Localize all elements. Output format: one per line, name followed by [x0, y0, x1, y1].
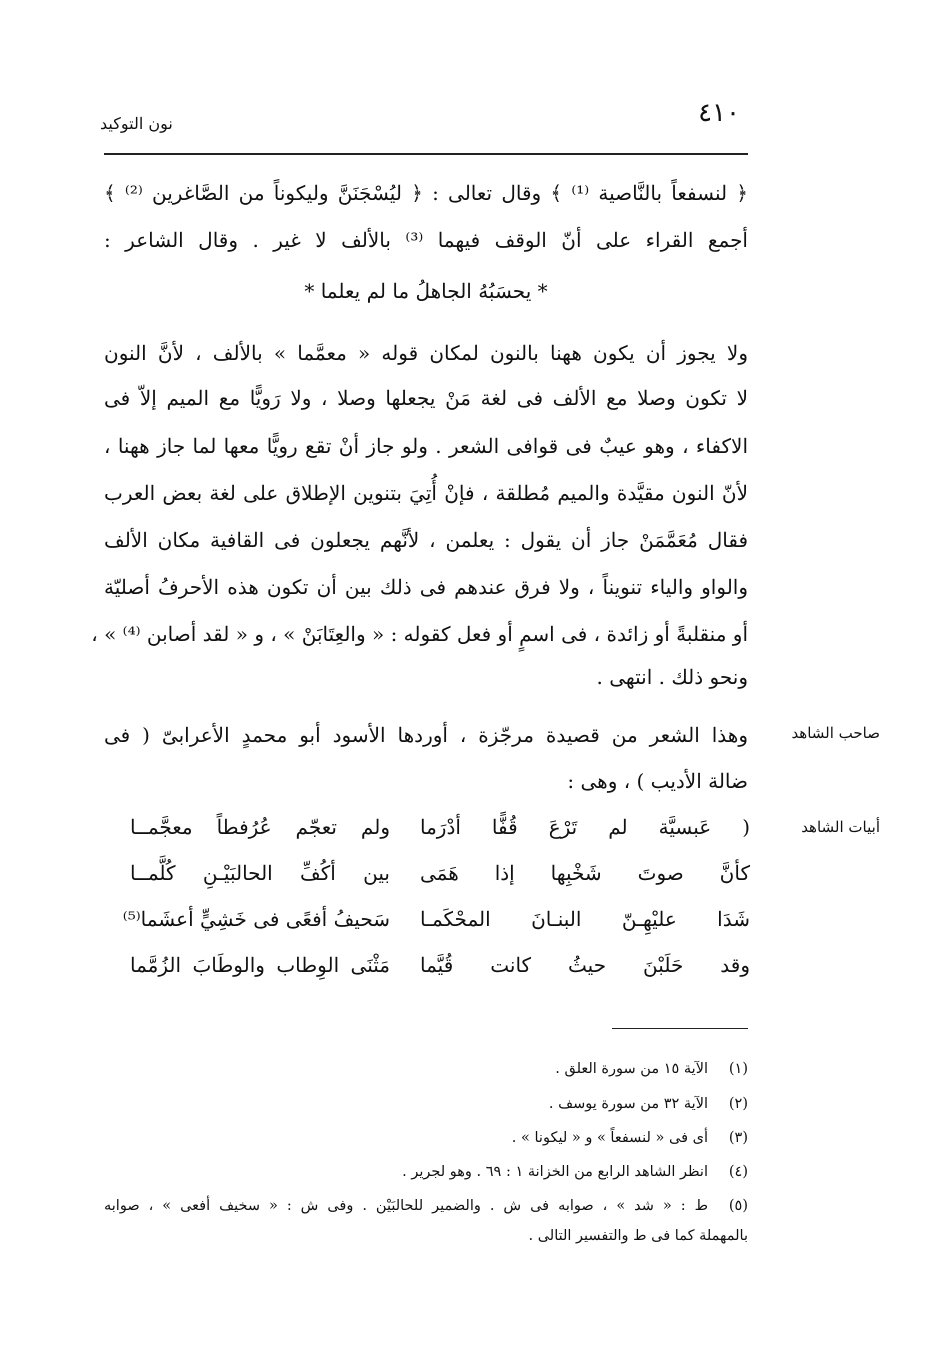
margin-note-author: صاحب الشاهد — [791, 724, 880, 742]
page-number: ٤١٠ — [698, 98, 740, 128]
verse-hemistich-left: مَثْنَى الوِطاب والوطَابَ الزُمَّما — [130, 953, 390, 977]
margin-note-verses: أبيات الشاهد — [801, 818, 880, 836]
body-line: والواو والياء تنويناً ، ولا فرق عندهم فى ذلك بين أن تكون هذه الأحرفُ أصليّة — [104, 575, 748, 599]
body-line: ونحو ذلك . انتهى . — [596, 665, 748, 689]
verse-hemistich-right: وقد حَلَبْنَ حيثُ كانت قُيَّما — [420, 953, 750, 977]
header-rule — [104, 153, 748, 155]
footnote-number: (٢) — [728, 1096, 748, 1112]
verse-hemistich-right: شَدَا عليْهِـنّ البنـانَ المحْكَمـا — [420, 907, 750, 931]
body-line: أو منقلبةً أو زائدة ، فى اسمٍ أو فعل كقوله : « والعِتَابَنْ » ، و « لقد أصابن ⁽⁴⁾ » ، — [91, 622, 748, 646]
footnote-rule — [612, 1028, 748, 1029]
footnote-text: أى فى « لنسفعاً » و « ليكونا » . — [511, 1130, 708, 1146]
body-line: لا تكون وصلا مع الألف فى لغة مَنْ يجعلها وصلا ، ولا رَويًّا مع الميم إلاّ فى — [104, 386, 748, 410]
running-title: نون التوكيد — [100, 114, 173, 133]
body-line: ﴿ لنسفعاً بالنَّاصية ⁽¹⁾ ﴾ وقال تعالى : ﴿ ليُسْجَنَنَّ وليكوناً من الصَّاغرين ⁽²⁾ ﴾ — [104, 181, 749, 205]
body-line: فقال مُعَمَّمَنْ جاز أن يقول : يعلمن ، لأنَّهم يجعلون فى القافية مكان الألف — [104, 528, 748, 552]
verse-hemistich-right: كأنَّ صوتَ شَخْبِها إذا هَمَى — [420, 861, 750, 885]
footnote-number: (٥) — [728, 1198, 748, 1214]
verse-hemistich-left: بين أكُفِّ الحالبَيْـنِ كُلَّمــا — [130, 861, 390, 885]
section-line: ضالة الأديب ) ، وهى : — [567, 769, 748, 793]
body-line: لأنّ النون مقيَّدة والميم مُطلقة ، فإنْ أُتِيَ بتنوين الإطلاق على لغة بعض العرب — [104, 481, 748, 505]
footnote-text: الآية ١٥ من سورة العلق . — [555, 1061, 708, 1077]
footnote-text: ط : « شد » ، صوابه فى ش . والضمير للحالبَيْن . وفى ش : « سخيف أفعى » ، صوابه — [104, 1198, 708, 1214]
footnote-number: (٤) — [728, 1164, 748, 1180]
footnote-continuation: بالمهملة كما فى ط والتفسير التالى . — [528, 1228, 748, 1244]
footnote-text: انظر الشاهد الرابع من الخزانة ١ : ٦٩ . وهو لجرير . — [402, 1164, 708, 1180]
body-line: ولا يجوز أن يكون ههنا بالنون لمكان قوله « معمَّما » بالألف ، لأنَّ النون — [104, 341, 748, 365]
verse-hemistich-right: ( عَبسيَّة لم تَرْعَ قُفًّا أدْرَما — [420, 815, 750, 839]
footnote-number: (٣) — [728, 1130, 748, 1146]
footnote-text: الآية ٣٢ من سورة يوسف . — [548, 1096, 708, 1112]
verse-hemistich-left: سَحيفُ أفعًى فى خَشِيٍّ أعشَما⁽⁵⁾ — [122, 907, 390, 931]
verse-hemistich-left: ولم تعجّم عُرُفطاً معجَّمــا — [130, 815, 390, 839]
section-line: وهذا الشعر من قصيدة مرجّزة ، أوردها الأسود أبو محمدٍ الأعرابىّ ( فى — [104, 723, 748, 747]
verse-quote: * يحسَبُهُ الجاهلُ ما لم يعلما * — [304, 279, 548, 303]
body-line: أجمع القراء على أنّ الوقف فيهما ⁽³⁾ بالألف لا غير . وقال الشاعر : — [104, 228, 748, 252]
footnote-number: (١) — [728, 1061, 748, 1077]
body-line: الاكفاء ، وهو عيبٌ فى قوافى الشعر . ولو جاز أنْ تقع رويًّا معها لما جاز ههنا ، — [104, 434, 748, 458]
